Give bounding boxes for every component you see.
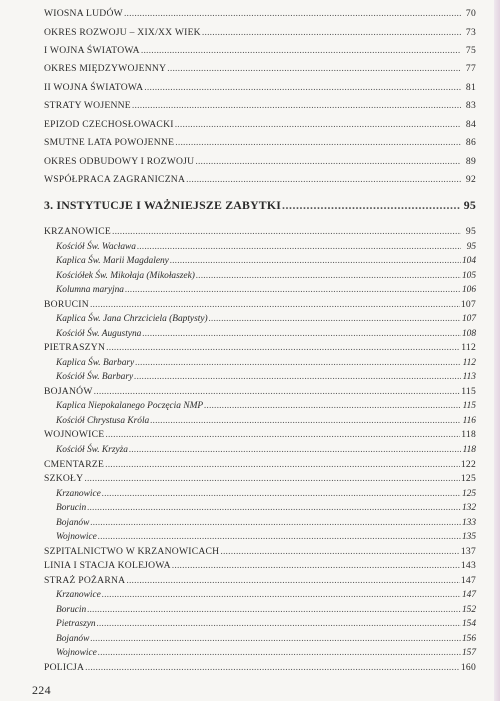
toc-entry xyxy=(44,658,476,678)
toc-subentry-page: 125 xyxy=(461,489,476,499)
toc-entry xyxy=(44,96,476,116)
toc-entry-label: EPIZOD CZECHOSŁOWACKI xyxy=(44,119,174,130)
toc-entry xyxy=(44,59,476,79)
toc-subentry-page: 157 xyxy=(461,648,476,658)
toc-subentry-label: Wojnowice xyxy=(56,648,97,658)
toc-entry-page: 125 xyxy=(460,473,476,484)
toc-subentry-label: Kaplica Niepokalanego Poczęcia NMP xyxy=(56,401,204,411)
toc-entry-label: I WOJNA ŚWIATOWA xyxy=(44,45,140,56)
toc-subentry-label: Krzanowice xyxy=(56,590,101,600)
toc-entry xyxy=(44,4,476,24)
toc-subentry-page: 95 xyxy=(466,242,476,252)
toc-entry-page: 122 xyxy=(460,459,476,470)
toc-entry-page: 92 xyxy=(465,174,476,185)
leader-dots xyxy=(85,658,460,678)
toc-entry-page: 95 xyxy=(465,226,476,237)
toc-entry-page: 118 xyxy=(461,429,476,440)
toc-subentry-label: Kościół Św. Augustyna xyxy=(56,329,142,339)
toc-entry xyxy=(44,41,476,61)
toc-entry xyxy=(44,133,476,153)
toc-entry-label: SZPITALNICTWO W KRZANOWICACH xyxy=(44,546,220,557)
toc-subentry-page: 156 xyxy=(461,634,476,644)
toc-entry-page: 137 xyxy=(460,546,476,557)
page-edge-tint xyxy=(494,0,500,701)
toc-subentry-label: Borucin xyxy=(56,503,87,513)
toc-entry-label: CMENTARZE xyxy=(44,459,105,470)
toc-entry-page: 143 xyxy=(460,560,476,571)
toc-subentry-label: Kościółek Św. Mikołaja (Mikołaszek) xyxy=(56,271,195,281)
toc-entry-label: SMUTNE LATA POWOJENNE xyxy=(44,137,175,148)
toc-entry-page: 83 xyxy=(465,100,476,111)
toc-subentry-page: 118 xyxy=(462,445,476,455)
toc-subentry-label: Kaplica Św. Jana Chrzciciela (Baptysty) xyxy=(56,314,208,324)
toc-subentry-label: Pietraszyn xyxy=(56,619,96,629)
leader-dots xyxy=(141,41,461,61)
toc-entry-label: BORUCIN xyxy=(44,299,89,310)
section-heading xyxy=(44,192,476,218)
page-number: 224 xyxy=(32,683,51,697)
toc-subentry-page: 116 xyxy=(462,416,476,426)
toc-subentry-page: 135 xyxy=(461,532,476,542)
toc-entry-page: 107 xyxy=(460,299,476,310)
toc-subentry-label: Kościół Św. Barbary xyxy=(56,372,134,382)
toc-entry-page: 115 xyxy=(461,386,476,397)
leader-dots xyxy=(282,192,461,218)
toc-subentry-page: 147 xyxy=(461,590,476,600)
toc-entry-label: OKRES ODBUDOWY I ROZWOJU xyxy=(44,156,195,167)
toc-entry-page: 75 xyxy=(465,45,476,56)
toc-entry-page: 77 xyxy=(465,63,476,74)
toc-entry-label: PIETRASZYN xyxy=(44,342,106,353)
leader-dots xyxy=(195,152,461,172)
section-heading-page: 95 xyxy=(463,198,476,212)
toc-entry-label: II WOJNA ŚWIATOWA xyxy=(44,82,144,93)
toc-subentry-label: Kaplica Św. Marii Magdaleny xyxy=(56,256,169,266)
toc-subentry-label: Bojanów xyxy=(56,518,90,528)
leader-dots xyxy=(132,96,461,116)
toc-entry xyxy=(44,170,476,190)
toc-entry-label: OKRES ROZWOJU – XIX/XX WIEK xyxy=(44,27,201,38)
toc-entry-page: 70 xyxy=(465,8,476,19)
toc-entry-label: KRZANOWICE xyxy=(44,226,111,237)
toc-entry-label: BOJANÓW xyxy=(44,386,93,397)
toc-entry-label: STRAŻ POŻARNA xyxy=(44,575,126,586)
toc-entry-label: WSPÓŁPRACA ZAGRANICZNA xyxy=(44,174,186,185)
toc-subentry-page: 152 xyxy=(461,605,476,615)
toc-entry-label: POLICJA xyxy=(44,662,85,673)
toc-subentry-page: 113 xyxy=(462,372,476,382)
toc-subentry-page: 133 xyxy=(461,518,476,528)
leader-dots xyxy=(202,23,461,43)
leader-dots xyxy=(144,78,461,98)
leader-dots xyxy=(186,170,461,190)
toc-entry-page: 160 xyxy=(460,662,476,673)
toc-subentry-page: 154 xyxy=(461,619,476,629)
toc-entry-label: LINIA I STACJA KOLEJOWA xyxy=(44,560,171,571)
toc-entry-page: 112 xyxy=(461,342,476,353)
toc-subentry-label: Wojnowice xyxy=(56,532,97,542)
toc-entry xyxy=(44,115,476,135)
toc-entry-page: 147 xyxy=(460,575,476,586)
toc-subentry-label: Bojanów xyxy=(56,634,90,644)
toc-entry-page: 73 xyxy=(465,27,476,38)
toc-subentry-page: 106 xyxy=(461,285,476,295)
toc-entry-label: WIOSNA LUDÓW xyxy=(44,8,123,19)
toc-entry xyxy=(44,152,476,172)
toc-subentry-label: Kaplica Św. Barbary xyxy=(56,358,135,368)
leader-dots xyxy=(175,133,461,153)
toc-subentry-page: 108 xyxy=(461,329,476,339)
toc-entry-label: STRATY WOJENNE xyxy=(44,100,131,111)
toc-subentry-page: 115 xyxy=(462,401,476,411)
leader-dots xyxy=(175,115,461,135)
toc-subentry-label: Krzanowice xyxy=(56,489,101,499)
toc-subentry-page: 132 xyxy=(461,503,476,513)
toc-subentry-label: Kościół Św. Krzyża xyxy=(56,445,128,455)
section-heading-label: 3. INSTYTUCJE I WAŻNIEJSZE ZABYTKI xyxy=(44,198,282,212)
toc-entry xyxy=(44,78,476,98)
toc-subentry-page: 112 xyxy=(462,358,476,368)
toc-entry-page: 81 xyxy=(465,82,476,93)
leader-dots xyxy=(124,4,461,24)
leader-dots xyxy=(167,59,461,79)
toc-entry-page: 86 xyxy=(465,137,476,148)
toc-subentry-page: 105 xyxy=(461,271,476,281)
toc-entry-label: WOJNOWICE xyxy=(44,429,105,440)
toc-subentry-label: Borucin xyxy=(56,605,87,615)
toc-entry xyxy=(44,23,476,43)
toc-subentry-page: 107 xyxy=(461,314,476,324)
toc-entry-label: OKRES MIĘDZYWOJENNY xyxy=(44,63,167,74)
toc-subentry-label: Kościół Chrystusa Króla xyxy=(56,416,150,426)
toc-subentry-label: Kościół Św. Wacława xyxy=(56,242,136,252)
toc-entry-page: 84 xyxy=(465,119,476,130)
toc-subentry-label: Kolumna maryjna xyxy=(56,285,124,295)
toc-entry-label: SZKOŁY xyxy=(44,473,84,484)
toc-entry-page: 89 xyxy=(465,156,476,167)
toc-subentry-page: 104 xyxy=(461,256,476,266)
